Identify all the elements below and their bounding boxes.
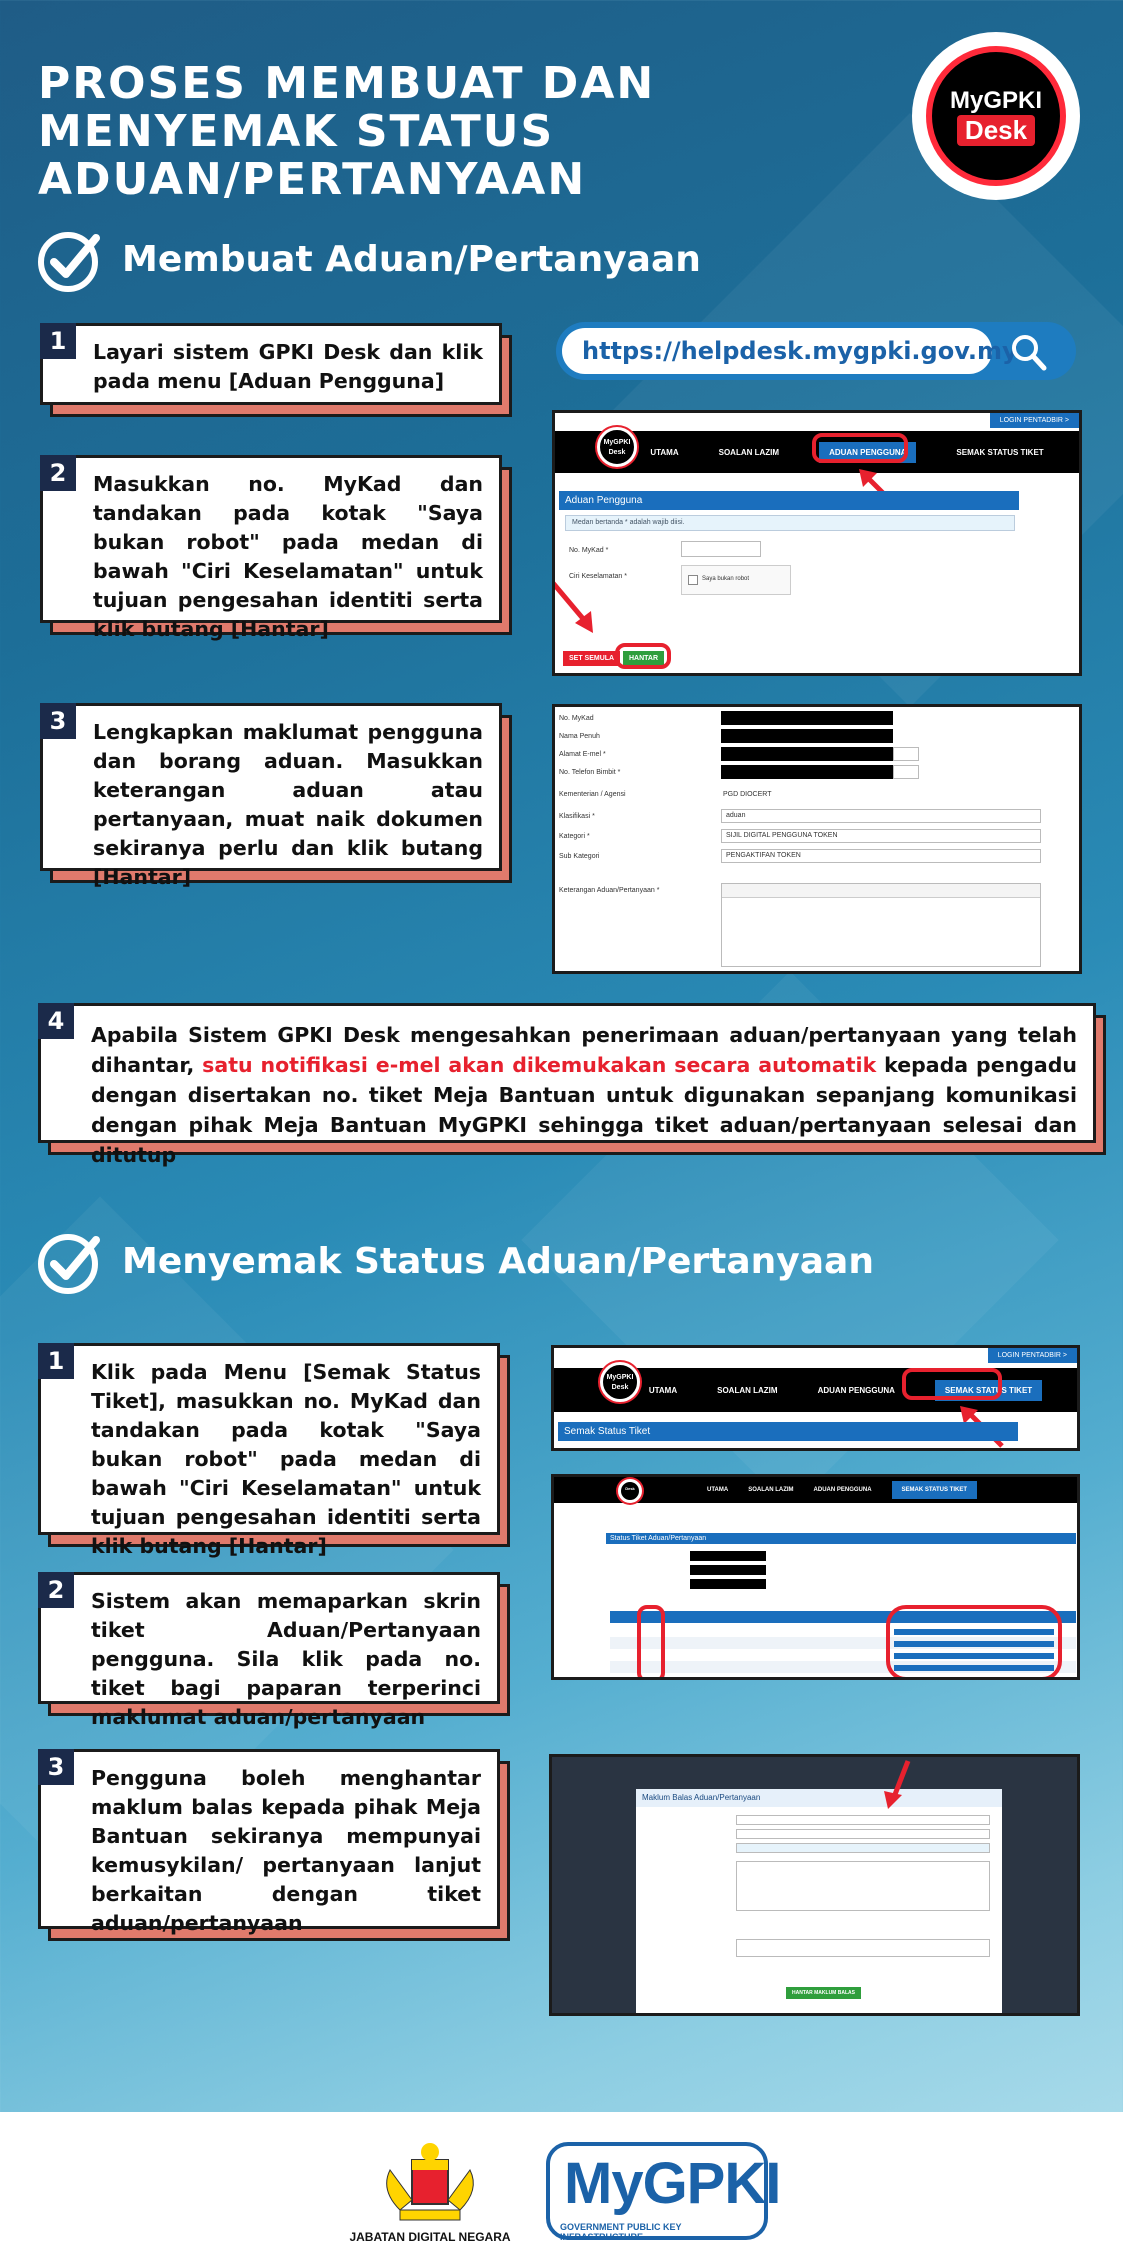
redacted-field — [721, 747, 893, 761]
url-field[interactable]: https://helpdesk.mygpki.gov.my — [562, 328, 992, 374]
step-text: Masukkan no. MyKad dan tandakan pada kotak "Saya bukan robot" pada medan di bawah "Ciri Keselamatan" untuk tujuan pengesahan identiti serta klik butang [Hantar] — [40, 455, 502, 623]
check-circle-icon — [38, 1228, 104, 1294]
nav-soalan-lazim[interactable]: SOALAN LAZIM — [718, 447, 780, 457]
status-header: Status Tiket Aduan/Pertanyaan — [606, 1533, 1076, 1544]
crest-icon — [370, 2140, 490, 2230]
login-admin-link[interactable]: LOGIN PENTADBIR > — [988, 1348, 1077, 1363]
status-step-2 — [38, 1572, 500, 1729]
login-admin-link[interactable]: LOGIN PENTADBIR > — [990, 413, 1079, 428]
highlight-ticket-no — [637, 1605, 665, 1680]
screenshot-user-form — [552, 704, 1082, 974]
step-text: Pengguna boleh menghantar maklum balas kepada pihak Meja Bantuan sekiranya mempunyai kemusykilan/ pertanyaan lanjut berkaitan dengan tiket aduan/pertanyaan — [38, 1749, 500, 1929]
highlight-send — [615, 643, 671, 669]
highlight-buttons — [886, 1605, 1062, 1680]
redacted-field — [721, 729, 893, 743]
nav-semak-status[interactable]: SEMAK STATUS TIKET — [956, 447, 1044, 457]
screenshot-aduan-pengguna — [552, 410, 1082, 676]
step-text: Apabila Sistem GPKI Desk mengesahkan penerimaan aduan/pertanyaan yang telah dihantar, satu notifikasi e-mel akan dikemukakan secara automatik kepada pengadu dengan disertakan no. tiket Meja Bantuan untuk digunakan sepanjang komunikasi dengan pihak Meja Bantuan MyGPKI sehingga tiket aduan/pertanyaan selesai dan ditutup — [38, 1003, 1096, 1143]
form-label: Nama Penuh — [559, 733, 600, 740]
klasifikasi-select[interactable]: aduan — [721, 809, 1041, 823]
captcha-checkbox[interactable] — [688, 575, 698, 585]
redacted-field — [721, 711, 893, 725]
agency-name: JABATAN DIGITAL NEGARA — [349, 2230, 511, 2244]
highlight-semak — [902, 1368, 1002, 1400]
file-upload[interactable] — [736, 1939, 990, 1957]
required-note: Medan bertanda * adalah wajib diisi. — [565, 515, 1015, 531]
send-button[interactable]: HANTAR — [623, 651, 664, 666]
form-label: No. MyKad — [559, 715, 594, 722]
form-label: Kementerian / Agensi — [559, 791, 626, 798]
step-2 — [40, 455, 502, 641]
kategori-select[interactable]: SIJIL DIGITAL PENGGUNA TOKEN — [721, 829, 1041, 843]
step-text: Layari sistem GPKI Desk dan klik pada menu [Aduan Pengguna] — [40, 323, 502, 405]
step-text: Lengkapkan maklumat pengguna dan borang aduan. Masukkan keterangan aduan atau pertanyaan, muat naik dokumen sekiranya perlu dan klik butang [Hantar] — [40, 703, 502, 871]
arrow-icon — [552, 581, 601, 637]
form-label: Kategori * — [559, 833, 590, 840]
url-search-bar[interactable] — [556, 322, 1076, 380]
nav-utama[interactable]: UTAMA — [648, 1385, 678, 1395]
send-feedback-button[interactable]: HANTAR MAKLUM BALAS — [786, 1987, 861, 1999]
aduan-header: Aduan Pengguna — [559, 491, 1019, 510]
logo-line1: MyGPKI — [949, 86, 1042, 114]
step-3 — [40, 703, 502, 889]
form-label: Klasifikasi * — [559, 813, 595, 820]
redacted-field — [721, 765, 893, 779]
redacted-field — [690, 1579, 766, 1589]
nav-aduan-pengguna[interactable]: ADUAN PENGGUNA — [817, 1385, 895, 1395]
notification-highlight: satu notifikasi e-mel akan dikemukakan secara automatik — [202, 1053, 877, 1077]
step-number: 2 — [40, 455, 76, 491]
step-text: Sistem akan memaparkan skrin tiket Aduan/Pertanyaan pengguna. Sila klik pada no. tiket bagi paparan terperinci maklumat aduan/pertanyaan — [38, 1572, 500, 1704]
form-label: Alamat E-mel * — [559, 751, 606, 758]
highlight-aduan — [812, 433, 908, 463]
mygpki-logo — [546, 2142, 781, 2242]
email-input[interactable] — [893, 747, 919, 761]
section2-title: Menyemak Status Aduan/Pertanyaan — [122, 1240, 874, 1282]
step-number: 4 — [38, 1003, 74, 1039]
description-editor[interactable] — [721, 883, 1041, 967]
step-number: 3 — [38, 1749, 74, 1785]
nav-semak-status[interactable]: SEMAK STATUS TIKET — [935, 1380, 1042, 1401]
form-label: No. Telefon Bimbit * — [559, 769, 621, 776]
modal-title: Maklum Balas Aduan/Pertanyaan — [636, 1789, 1002, 1807]
mygpki-desk-logo — [912, 32, 1080, 200]
phone-input[interactable] — [893, 765, 919, 779]
redacted-field — [690, 1565, 766, 1575]
ciri-label: Ciri Keselamatan * — [569, 573, 627, 580]
nav-soalan-lazim[interactable]: SOALAN LAZIM — [717, 1385, 778, 1395]
step-number: 1 — [38, 1343, 74, 1379]
status-step-3 — [38, 1749, 500, 1935]
step-4 — [38, 1003, 1096, 1167]
reset-button[interactable]: SET SEMULA — [563, 651, 620, 666]
logo-line2: Desk — [957, 115, 1035, 146]
form-label: Keterangan Aduan/Pertanyaan * — [559, 887, 660, 894]
mini-logo: Desk — [618, 1479, 642, 1503]
step-number: 1 — [40, 323, 76, 359]
mykad-label: No. MyKad * — [569, 547, 609, 554]
check-circle-icon — [38, 226, 104, 292]
form-label: Sub Kategori — [559, 853, 600, 860]
section1-title: Membuat Aduan/Pertanyaan — [122, 238, 701, 280]
mykad-input[interactable] — [681, 541, 761, 557]
status-step-1 — [38, 1343, 500, 1558]
gpki-logo-text: MyGPKI — [564, 2151, 781, 2216]
mini-logo: MyGPKI Desk — [597, 427, 637, 467]
subkategori-select[interactable]: PENGAKTIFAN TOKEN — [721, 849, 1041, 863]
nav-aduan-pengguna[interactable]: ADUAN PENGGUNA — [819, 442, 916, 463]
arrow-icon — [878, 1757, 918, 1813]
step-text: Klik pada Menu [Semak Status Tiket], masukkan no. MyKad dan tandakan pada kotak "Saya bukan robot" pada medan di bawah "Ciri Keselamatan" untuk tujuan pengesahan identiti serta klik butang [Hantar] — [38, 1343, 500, 1535]
search-icon[interactable] — [1006, 330, 1050, 374]
captcha-text: Saya bukan robot — [702, 576, 750, 582]
captcha-box[interactable] — [681, 565, 791, 595]
mini-logo: MyGPKI Desk — [600, 1362, 640, 1402]
feedback-editor[interactable] — [736, 1861, 990, 1911]
step-1 — [40, 323, 502, 405]
feedback-modal — [636, 1789, 1002, 2015]
ministry-value: PGD DIOCERT — [723, 791, 772, 798]
gpki-logo-subtitle: GOVERNMENT PUBLIC KEY INFRASTRUCTURE — [560, 2222, 682, 2242]
step-number: 3 — [40, 703, 76, 739]
screenshot-semak-status — [551, 1345, 1080, 1451]
screenshot-ticket-list — [551, 1474, 1080, 1680]
navbar: UTAMA SOALAN LAZIM ADUAN PENGGUNA SEMAK STATUS TIKET — [554, 1477, 1077, 1503]
redacted-field — [690, 1551, 766, 1561]
screenshot-maklum-balas — [549, 1754, 1080, 2016]
section1-heading — [38, 226, 701, 292]
page-title: PROSES MEMBUAT DAN MENYEMAK STATUS ADUAN/PERTANYAAN — [38, 58, 656, 205]
step-number: 2 — [38, 1572, 74, 1608]
nav-utama[interactable]: UTAMA — [650, 447, 679, 457]
section2-heading — [38, 1228, 874, 1294]
semak-header: Semak Status Tiket — [558, 1422, 1018, 1441]
